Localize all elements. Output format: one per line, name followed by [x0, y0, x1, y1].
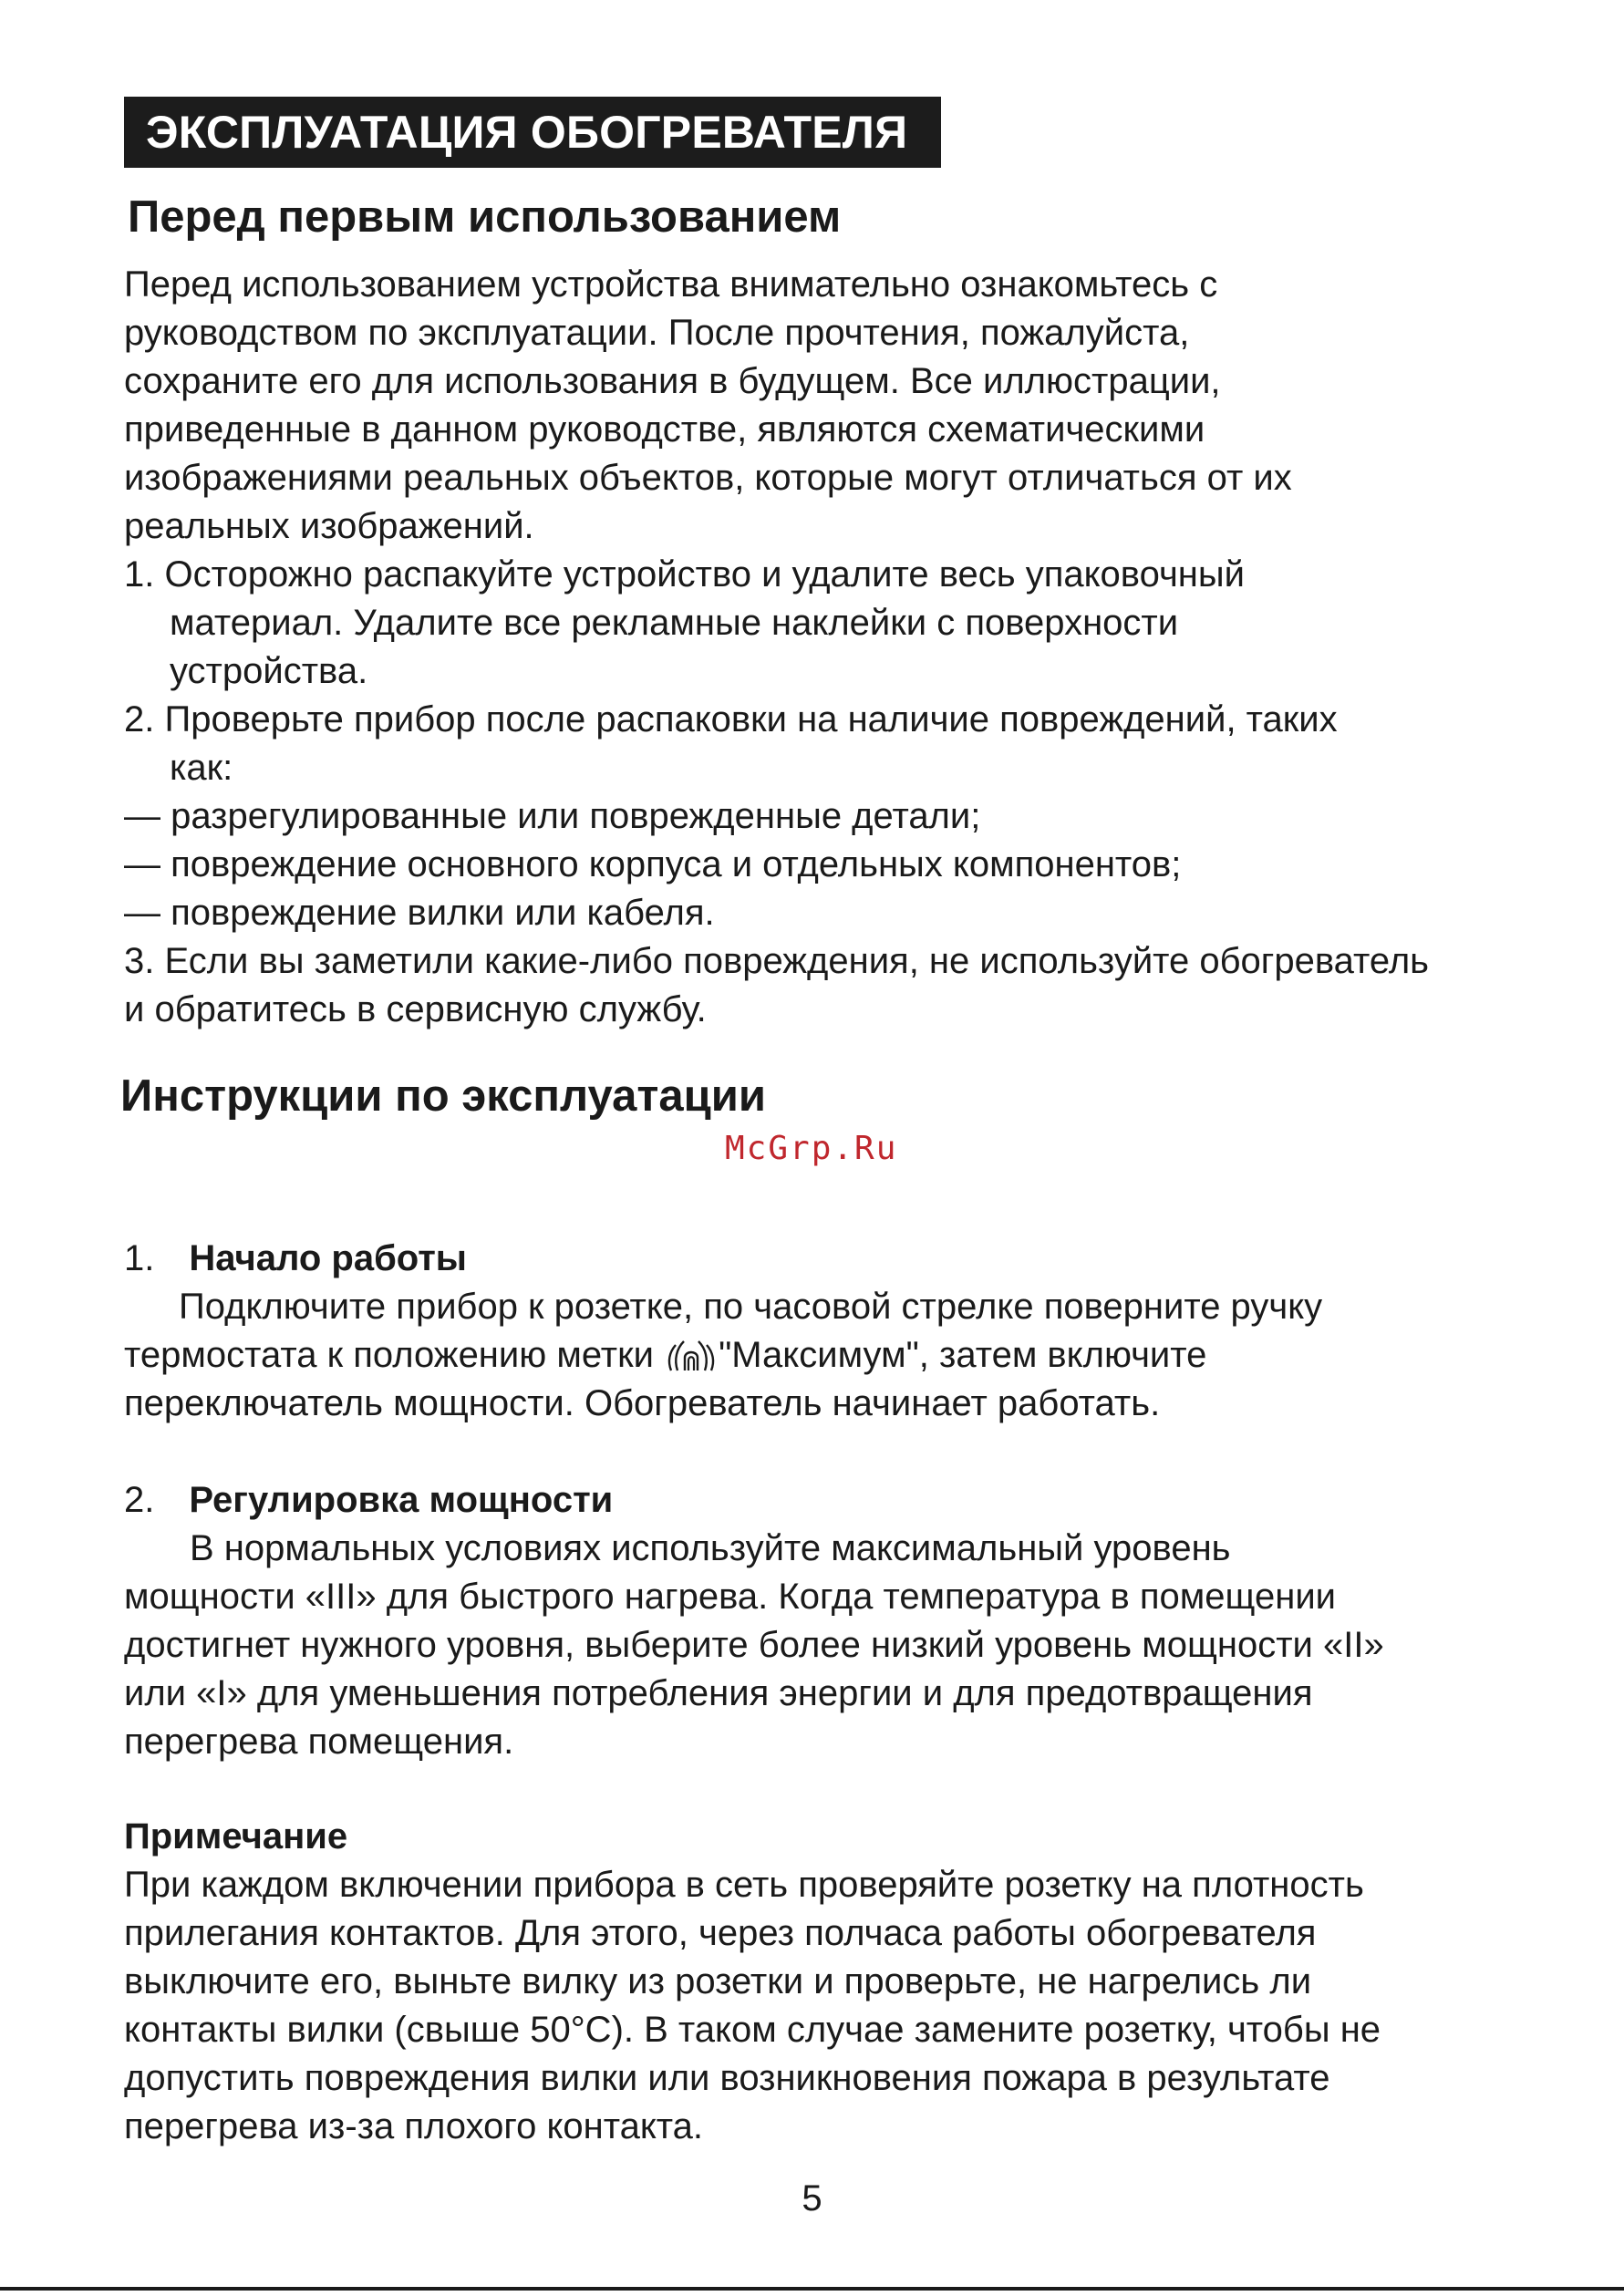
list-item-2-line: как:: [170, 748, 233, 788]
step-1-text-before-icon: термостата к положению метки: [124, 1335, 665, 1375]
step-2-line: достигнет нужного уровня, выберите более низкий уровень мощности «II»: [124, 1625, 1384, 1665]
step-1-line: переключатель мощности. Обогреватель начинает работать.: [124, 1383, 1161, 1423]
paragraph-line: руководством по эксплуатации. После прочтения, пожалуйста,: [124, 313, 1190, 353]
list-item-3-line: и обратитесь в сервисную службу.: [124, 989, 707, 1029]
list-item-1-line: устройства.: [170, 651, 368, 691]
paragraph-line: изображениями реальных объектов, которые могут отличаться от их: [124, 458, 1292, 498]
step-1-title: Начало работы: [189, 1238, 467, 1278]
dash-list-item: — повреждение вилки или кабеля.: [124, 893, 715, 933]
step-1-heading: [124, 1235, 1322, 1283]
page-title: ЭКСПЛУАТАЦИЯ ОБОГРЕВАТЕЛЯ: [124, 97, 941, 168]
note-title: Примечание: [124, 1816, 348, 1856]
paragraph-line: Перед использованием устройства внимательно ознакомьтесь с: [124, 264, 1218, 305]
step-2-line: или «I» для уменьшения потребления энергии и для предотвращения: [124, 1673, 1313, 1713]
step-1-line: Подключите прибор к розетке, по часовой стрелке поверните ручку: [179, 1287, 1323, 1327]
paragraph-line: сохраните его для использования в будущем. Все иллюстрации,: [124, 361, 1221, 401]
step-2-line: В нормальных условиях используйте максимальный уровень: [190, 1528, 1231, 1568]
step-2-number: 2.: [124, 1480, 155, 1520]
heat-max-icon: [664, 1336, 719, 1372]
list-item-2-line: 2. Проверьте прибор после распаковки на наличие повреждений, таких: [124, 699, 1338, 739]
step-2-line: перегрева помещения.: [124, 1722, 514, 1762]
note-line: контакты вилки (свыше 50°C). В таком случае замените розетку, чтобы не: [124, 2010, 1381, 2050]
section-before-first-use-body: [124, 261, 1429, 1034]
step-1: [124, 1235, 1322, 1428]
step-1-line-with-icon: [124, 1331, 1322, 1380]
note-line: прилегания контактов. Для этого, через полчаса работы обогревателя: [124, 1913, 1317, 1953]
note-line: перегрева из-за плохого контакта.: [124, 2106, 704, 2146]
dash-list-item: — повреждение основного корпуса и отдельных компонентов;: [124, 844, 1182, 884]
note-line: допустить повреждения вилки или возникновения пожара в результате: [124, 2058, 1330, 2098]
paragraph-line: приведенные в данном руководстве, являются схематическими: [124, 409, 1205, 450]
section-heading-before-first-use: Перед первым использованием: [128, 192, 842, 242]
step-1-number: 1.: [124, 1238, 155, 1278]
paragraph-line: реальных изображений.: [124, 506, 534, 546]
step-2-line: мощности «III» для быстрого нагрева. Когда температура в помещении: [124, 1577, 1337, 1617]
bottom-divider: [0, 2287, 1624, 2291]
note-line: При каждом включении прибора в сеть проверяйте розетку на плотность: [124, 1865, 1364, 1905]
step-2-heading: [124, 1476, 1384, 1525]
list-item-1-line: 1. Осторожно распакуйте устройство и удалите весь упаковочный: [124, 554, 1245, 595]
step-2: [124, 1476, 1384, 1766]
list-item-1-line: материал. Удалите все рекламные наклейки с поверхности: [170, 603, 1179, 643]
note: [124, 1813, 1381, 2151]
step-2-title: Регулировка мощности: [189, 1480, 614, 1520]
note-line: выключите его, выньте вилку из розетки и проверьте, не нагрелись ли: [124, 1961, 1312, 2001]
section-heading-operating-instructions: Инструкции по эксплуатации: [120, 1071, 766, 1121]
page-number: 5: [802, 2178, 822, 2218]
watermark: McGrp.Ru: [725, 1130, 898, 1167]
step-1-text-after-icon: "Максимум", затем включите: [719, 1335, 1207, 1375]
dash-list-item: — разрегулированные или поврежденные детали;: [124, 796, 981, 836]
list-item-3-line: 3. Если вы заметили какие-либо повреждения, не используйте обогреватель: [124, 941, 1430, 981]
